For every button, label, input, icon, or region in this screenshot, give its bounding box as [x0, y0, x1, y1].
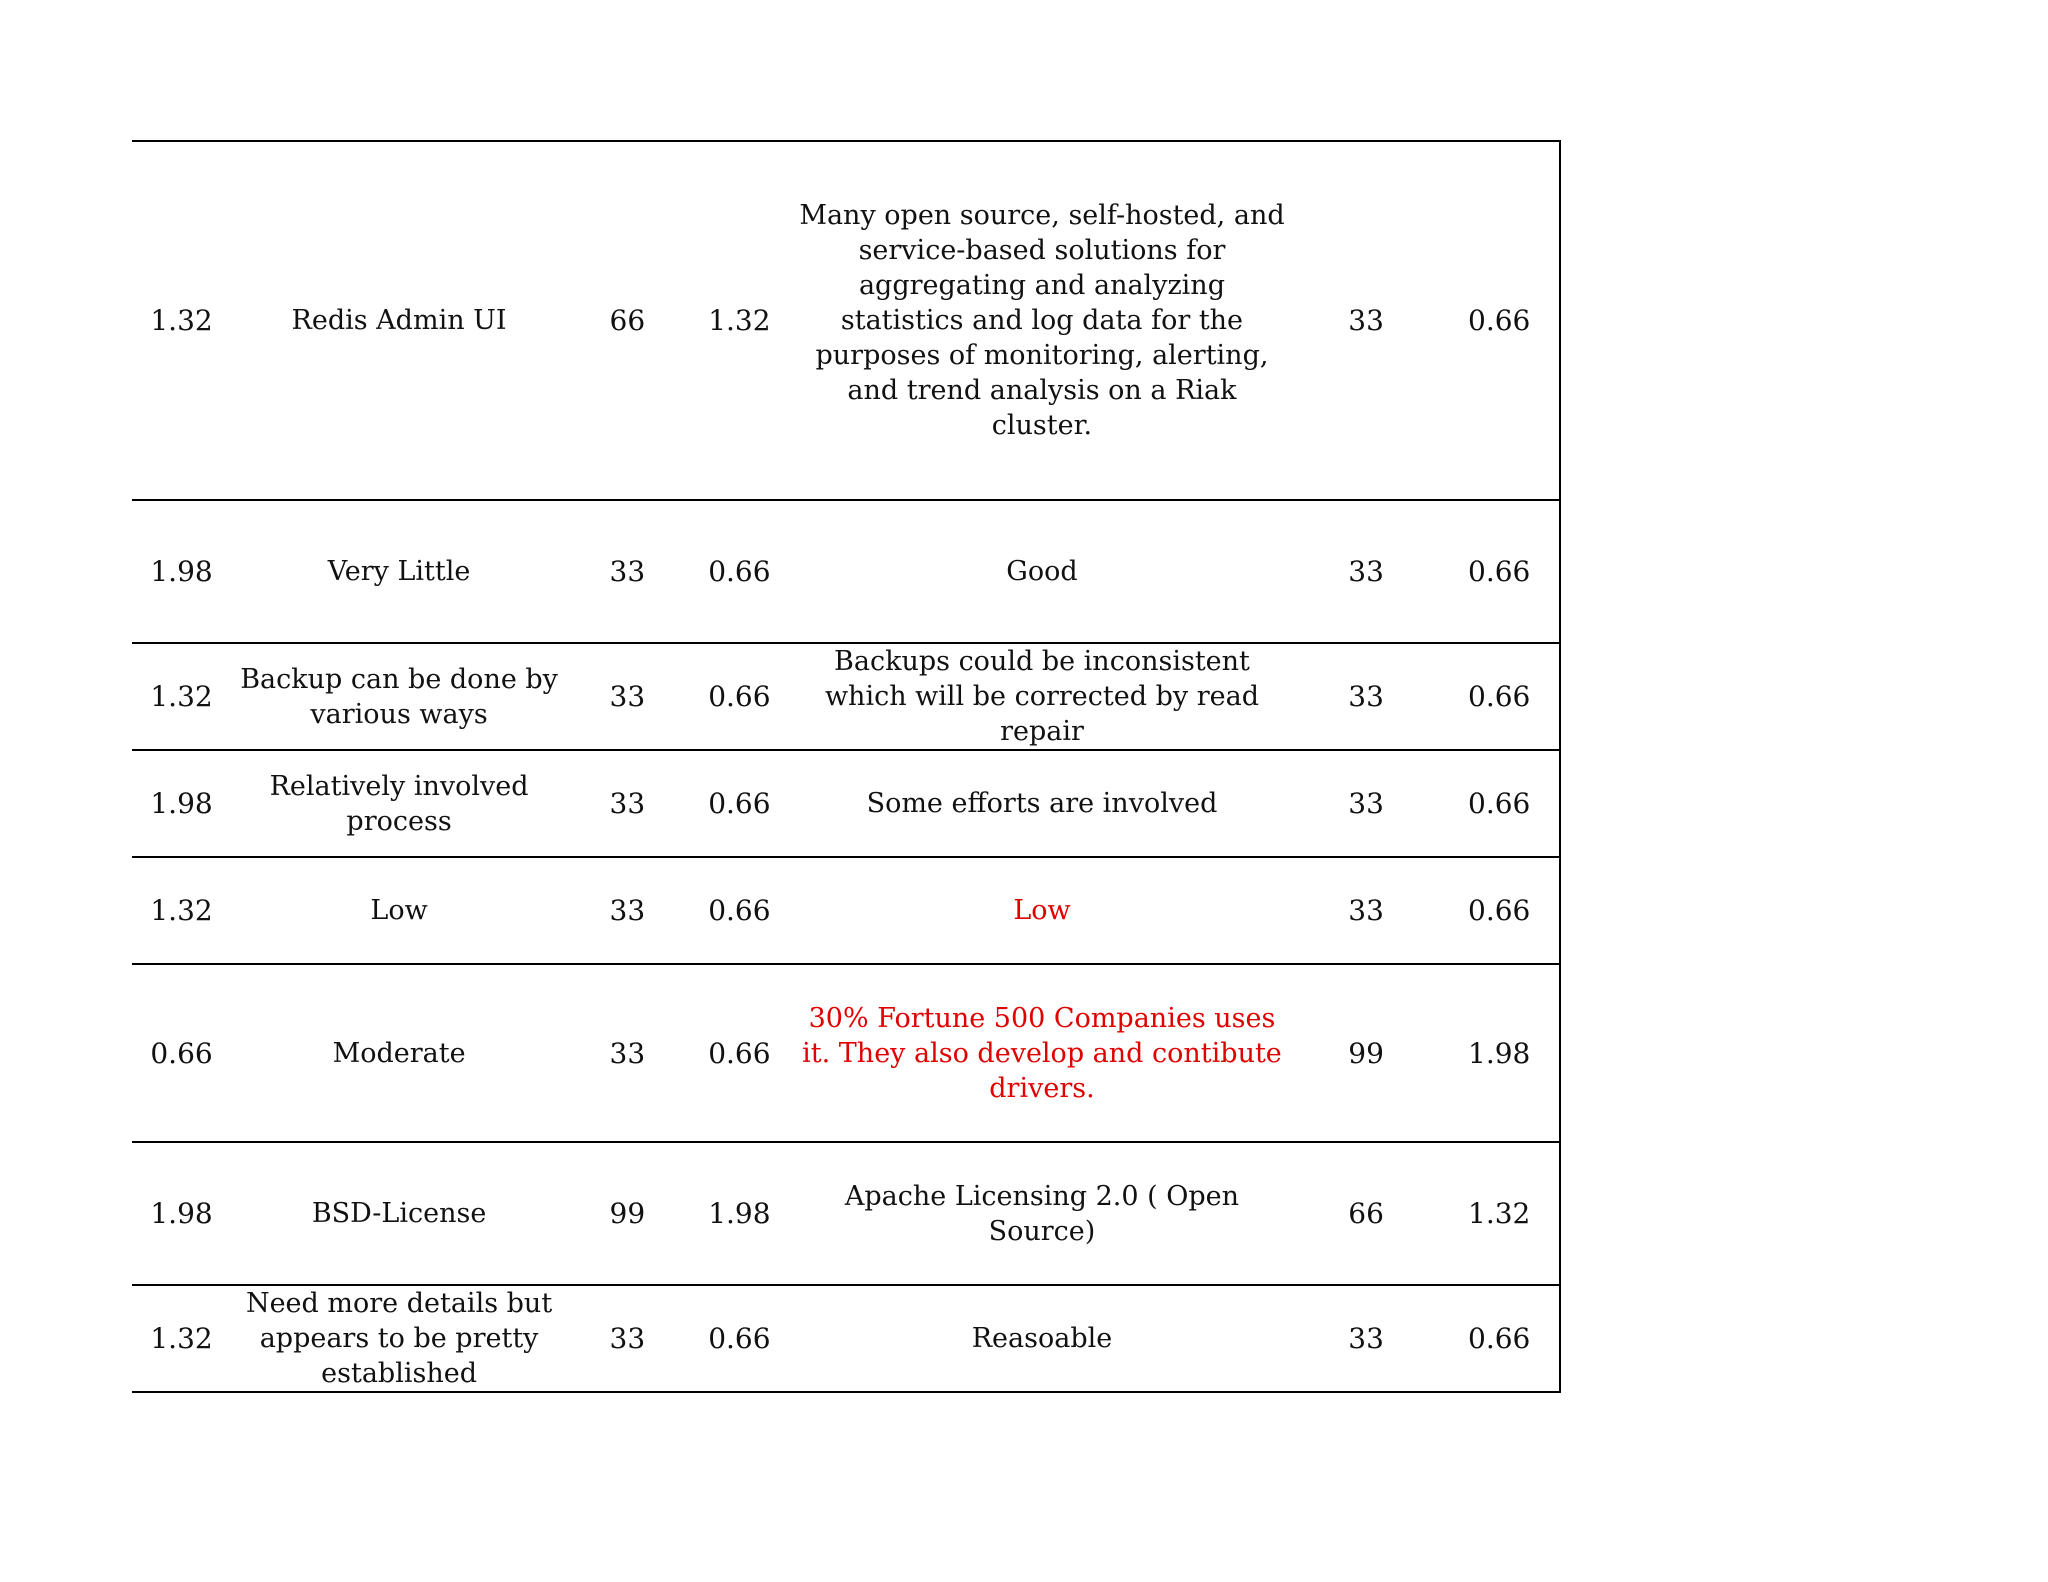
table-row — [132, 1142, 1560, 1285]
cell-description-a: BSD-License — [311, 1198, 487, 1229]
cell-weight-a: 33 — [609, 894, 646, 927]
cell-weight-b: 33 — [1348, 680, 1384, 713]
cell-score-a: 1.98 — [150, 1197, 213, 1230]
cell-weight-b: 33 — [1348, 1322, 1384, 1355]
cell-score-a: 1.32 — [150, 304, 213, 337]
cell-weight-a: 33 — [609, 680, 646, 713]
cell-score-b: 0.66 — [1439, 500, 1560, 643]
comparison-table — [132, 140, 1561, 1393]
table-row — [132, 964, 1560, 1142]
cell-weighted-a: 0.66 — [708, 680, 771, 713]
cell-weight-a: 66 — [609, 304, 646, 337]
table-row — [132, 500, 1560, 643]
cell-weight-a: 33 — [609, 555, 646, 588]
cell-description-b: 30% Fortune 500 Companies uses it. They also develop and contibute drivers. — [802, 1002, 1282, 1104]
cell-score-b: 1.32 — [1439, 1142, 1560, 1285]
table-row — [132, 141, 1560, 500]
cell-weight-b: 33 — [1348, 787, 1384, 820]
cell-description-b: Some efforts are involved — [866, 788, 1218, 819]
cell-weight-a: 33 — [609, 1036, 646, 1070]
cell-score-a: 1.32 — [150, 680, 213, 713]
cell-weighted-a: 0.66 — [708, 555, 771, 588]
cell-description-b: Apache Licensing 2.0 ( Open Source) — [844, 1180, 1240, 1247]
cell-weight-b: 33 — [1348, 555, 1384, 588]
cell-description-b: Backups could be inconsistent which will be corrected by read repair — [824, 646, 1259, 747]
table-row — [132, 1285, 1560, 1392]
cell-description-a: Very Little — [327, 556, 471, 587]
cell-weighted-a: 0.66 — [708, 787, 771, 820]
cell-weight-a: 33 — [609, 1322, 646, 1355]
cell-description-a: Redis Admin UI — [291, 305, 507, 336]
cell-weighted-a: 0.66 — [708, 1322, 771, 1355]
cell-score-b: 0.66 — [1439, 141, 1560, 500]
cell-score-b: 0.66 — [1439, 750, 1560, 857]
cell-description-a: Low — [370, 895, 428, 926]
cell-score-a: 1.98 — [150, 555, 213, 588]
cell-description-b: Reasoable — [971, 1323, 1113, 1354]
cell-description-a: Relatively involved process — [269, 770, 529, 837]
cell-score-b: 0.66 — [1439, 857, 1560, 964]
table-row — [132, 857, 1560, 964]
cell-description-b: Good — [1006, 556, 1078, 587]
cell-score-a: 1.98 — [150, 787, 213, 820]
table-row — [132, 643, 1560, 750]
cell-weight-b: 66 — [1348, 1197, 1384, 1230]
cell-weight-b: 33 — [1348, 304, 1384, 337]
cell-weight-b: 99 — [1348, 1036, 1384, 1070]
cell-score-a: 1.32 — [150, 894, 213, 927]
cell-description-a: Moderate — [332, 1037, 466, 1069]
cell-weighted-a: 0.66 — [708, 894, 771, 927]
cell-description-a: Need more details but appears to be pretty established — [245, 1288, 553, 1389]
cell-score-b: 1.98 — [1439, 964, 1560, 1142]
cell-weighted-a: 0.66 — [708, 1036, 771, 1070]
cell-weight-a: 99 — [609, 1197, 646, 1230]
cell-weighted-a: 1.98 — [708, 1197, 771, 1230]
cell-description-b: Many open source, self-hosted, and service-based solutions for aggregating and analyzing statistics and log data for the purposes of monitoring, alerting, and trend analysis on a Riak cluster. — [799, 200, 1285, 441]
cell-score-b: 0.66 — [1439, 643, 1560, 750]
cell-description-b: Low — [1013, 895, 1071, 926]
cell-weight-a: 33 — [609, 787, 646, 820]
cell-score-b: 0.66 — [1439, 1285, 1560, 1392]
spreadsheet-page — [132, 140, 1561, 1393]
cell-score-a: 1.32 — [150, 1322, 213, 1355]
cell-weight-b: 33 — [1348, 894, 1384, 927]
cell-description-a: Backup can be done by various ways — [240, 663, 558, 730]
table-row — [132, 750, 1560, 857]
cell-score-a: 0.66 — [150, 1036, 213, 1070]
cell-weighted-a: 1.32 — [708, 304, 771, 337]
